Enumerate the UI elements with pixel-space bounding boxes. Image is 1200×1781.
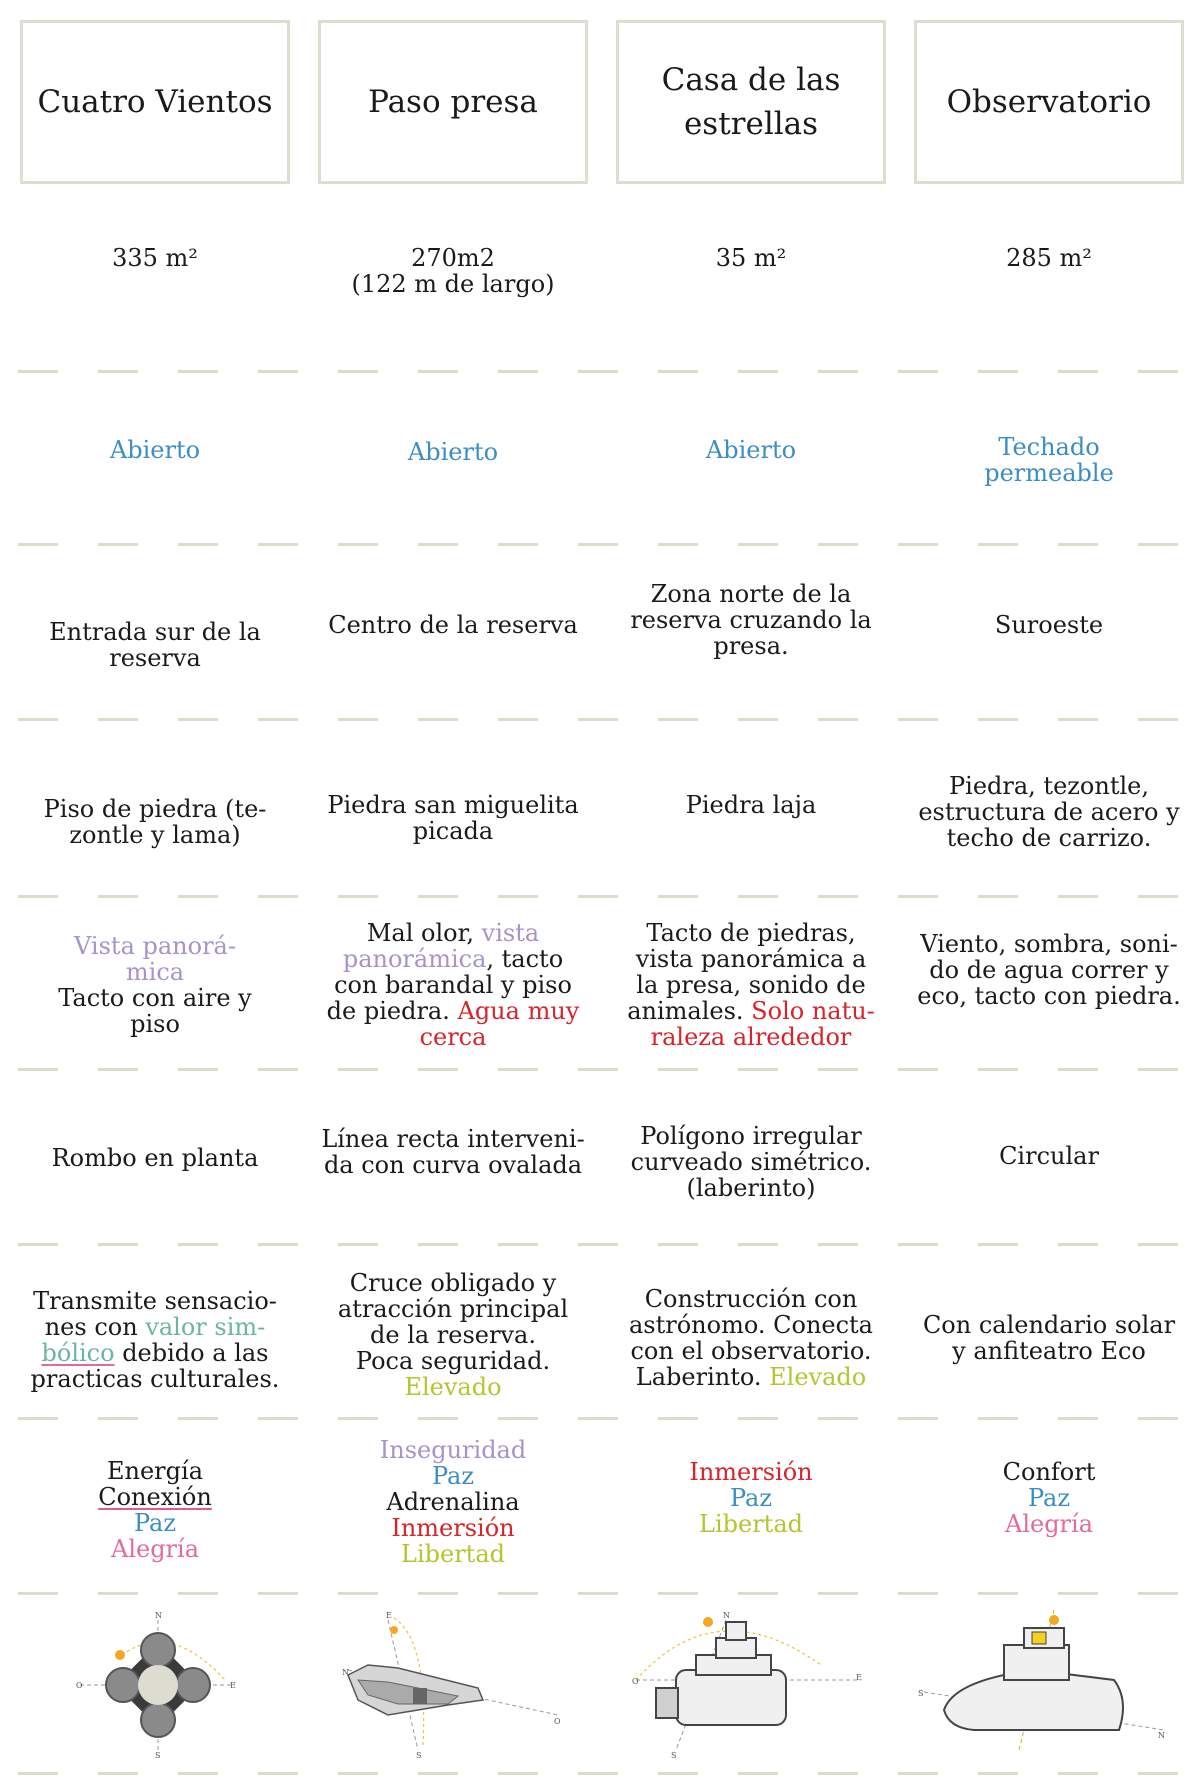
forma-text: Línea recta interveni-	[321, 1125, 585, 1153]
sentidos-text: do de agua correr y	[929, 956, 1169, 984]
compass-e-label: E	[856, 1673, 862, 1682]
compass-o-label: O	[554, 1717, 561, 1726]
sentidos-text: mica	[125, 958, 185, 986]
material-text: Piedra san miguelita	[327, 791, 579, 819]
ubicacion-text: reserva cruzando la	[630, 606, 872, 634]
ubicacion-text: Entrada sur de la	[49, 618, 261, 646]
material-cell-2	[308, 778, 598, 858]
material-cell-4	[904, 772, 1194, 852]
forma-text: (laberinto)	[686, 1174, 816, 1202]
header-label: Cuatro Vientos	[37, 84, 273, 120]
emocion-text: Energía	[107, 1457, 203, 1485]
cubierta-cell-3	[606, 420, 896, 480]
emocion-text: Conexión	[98, 1483, 212, 1511]
significado-text: Elevado	[769, 1363, 867, 1391]
material-cell-1	[10, 782, 300, 862]
significado-text: debido a las	[114, 1339, 269, 1367]
sentidos-line	[367, 920, 539, 946]
row-divider	[0, 1772, 1200, 1775]
row-divider	[0, 370, 1200, 373]
emocion-text: Inmersión	[689, 1458, 813, 1486]
compass-s-label: S	[918, 1689, 924, 1698]
row-divider	[0, 718, 1200, 721]
sentidos-text: eco, tacto con piedra.	[917, 982, 1181, 1010]
emocion-text: Alegría	[110, 1535, 200, 1563]
sentidos-text: Tacto con aire y	[58, 984, 252, 1012]
emocion-text: Confort	[1002, 1458, 1096, 1486]
ubicacion-cell-1	[10, 605, 300, 685]
material-text: Piedra laja	[685, 791, 817, 819]
forma-cell-4	[904, 1116, 1194, 1196]
compass-o-label: O	[632, 1677, 639, 1686]
significado-text: Poca seguridad.	[355, 1347, 551, 1375]
compass-o-label: O	[76, 1681, 83, 1690]
sentidos-cell-4	[904, 930, 1194, 1010]
emocion-text: Inseguridad	[379, 1436, 527, 1464]
significado-cell-3	[606, 1268, 896, 1408]
area-text: 270m2	[411, 244, 495, 272]
material-text: Piso de piedra (te-	[43, 795, 267, 823]
significado-text: con el observatorio.	[630, 1337, 872, 1365]
significado-text: Transmite sensacio-	[33, 1287, 277, 1315]
header-label: Casa de las estrellas	[661, 62, 841, 142]
ubicacion-text: presa.	[713, 632, 789, 660]
significado-text: atracción principal	[337, 1295, 569, 1323]
emociones-cell-4	[904, 1448, 1194, 1548]
emocion-text: Libertad	[401, 1540, 505, 1568]
compass-n-label: N	[1158, 1731, 1165, 1740]
compass-n-label: N	[155, 1611, 162, 1620]
sentidos-text: Mal olor,	[366, 919, 482, 947]
ubicacion-text: Zona norte de la	[650, 580, 852, 608]
significado-text: valor sim-	[145, 1313, 266, 1341]
significado-text: Construcción con	[644, 1285, 858, 1313]
row-divider	[0, 1068, 1200, 1071]
forma-cell-1	[10, 1118, 300, 1198]
sentidos-cell-2	[308, 920, 598, 1050]
significado-cell-4	[904, 1298, 1194, 1378]
area-cell-2	[308, 245, 598, 305]
compass-n-label: N	[723, 1611, 730, 1620]
cubierta-text: Abierto	[407, 438, 499, 466]
header-cuatro-vientos	[20, 20, 290, 184]
header-observatorio	[914, 20, 1184, 184]
cubierta-cell-1	[10, 420, 300, 480]
forma-text: Circular	[999, 1142, 1099, 1170]
sentidos-text: Vista panorá-	[74, 932, 236, 960]
cuatro-vientos-diagram	[20, 1600, 290, 1760]
significado-text: practicas culturales.	[30, 1365, 280, 1393]
header-casa-estrellas	[616, 20, 886, 184]
area-text: 35 m²	[715, 244, 787, 272]
ubicacion-cell-3	[606, 580, 896, 660]
row-divider	[0, 1243, 1200, 1246]
material-cell-3	[606, 765, 896, 845]
significado-line	[636, 1364, 866, 1390]
cubierta-text: Abierto	[109, 436, 201, 464]
cubierta-cell-4	[904, 430, 1194, 490]
sentidos-text: con barandal y piso	[334, 971, 572, 999]
material-text: Piedra, tezontle,	[949, 772, 1149, 800]
sentidos-text: Agua muy	[457, 997, 580, 1025]
significado-text: de la reserva.	[370, 1321, 536, 1349]
significado-text: Con calendario solar	[922, 1311, 1176, 1339]
sentidos-text: cerca	[419, 1023, 487, 1051]
emocion-text: Paz	[1027, 1484, 1071, 1512]
sentidos-line	[343, 946, 563, 972]
sentidos-text: panorámica	[342, 945, 487, 973]
area-text: 335 m²	[112, 244, 198, 272]
significado-text: Laberinto.	[635, 1363, 770, 1391]
sentidos-text: la presa, sonido de	[636, 971, 866, 999]
forma-text: Rombo en planta	[51, 1144, 259, 1172]
emociones-cell-3	[606, 1448, 896, 1548]
material-text: techo de carrizo.	[946, 824, 1152, 852]
sentidos-text: vista	[481, 919, 540, 947]
emocion-text: Alegría	[1004, 1510, 1094, 1538]
significado-text: astrónomo. Conecta	[628, 1311, 873, 1339]
header-label: Observatorio	[946, 84, 1152, 120]
forma-text: Polígono irregular	[640, 1122, 862, 1150]
emocion-text: Adrenalina	[386, 1488, 520, 1516]
significado-line	[42, 1340, 269, 1366]
sentidos-text: , tacto	[486, 945, 564, 973]
sentidos-text: animales.	[627, 997, 752, 1025]
sentidos-text: de piedra.	[326, 997, 458, 1025]
material-text: estructura de acero y	[918, 798, 1180, 826]
sentidos-cell-3	[606, 920, 896, 1050]
ubicacion-text: Suroeste	[994, 611, 1104, 639]
emocion-text: Paz	[729, 1484, 773, 1512]
ubicacion-text: Centro de la reserva	[328, 611, 578, 639]
row-divider	[0, 895, 1200, 898]
sentidos-text: raleza alrededor	[650, 1023, 852, 1051]
header-paso-presa	[318, 20, 588, 184]
emociones-cell-2	[308, 1432, 598, 1572]
sentidos-line	[327, 998, 580, 1024]
sentidos-text: Tacto de piedras,	[646, 919, 856, 947]
significado-text: Cruce obligado y	[349, 1269, 557, 1297]
casa-estrellas-diagram	[616, 1600, 886, 1760]
emocion-text: Inmersión	[391, 1514, 515, 1542]
forma-cell-3	[606, 1122, 896, 1202]
compass-e-label: E	[230, 1681, 236, 1690]
significado-cell-1	[10, 1270, 300, 1410]
cubierta-text: Techado	[998, 433, 1100, 461]
ubicacion-cell-2	[308, 585, 598, 665]
compass-s-label: S	[671, 1751, 677, 1760]
sentidos-line	[627, 998, 875, 1024]
sentidos-text: Viento, sombra, soni-	[920, 930, 1178, 958]
row-divider	[0, 1417, 1200, 1420]
significado-text: y anfiteatro Eco	[952, 1337, 1146, 1365]
compass-s-label: S	[155, 1751, 161, 1760]
sentidos-cell-1	[10, 925, 300, 1045]
emocion-text: Paz	[133, 1509, 177, 1537]
significado-cell-2	[308, 1265, 598, 1405]
material-text: picada	[412, 817, 494, 845]
forma-text: curveado simétrico.	[630, 1148, 872, 1176]
compass-n-label: N	[342, 1668, 349, 1677]
row-divider	[0, 543, 1200, 546]
significado-text: Elevado	[404, 1373, 502, 1401]
forma-text: da con curva ovalada	[323, 1151, 583, 1179]
observatorio-diagram	[914, 1600, 1184, 1760]
ubicacion-cell-4	[904, 585, 1194, 665]
significado-text: nes con	[44, 1313, 146, 1341]
compass-s-label: S	[416, 1751, 422, 1760]
emocion-text: Paz	[431, 1462, 475, 1490]
area-cell-1	[10, 245, 300, 305]
cubierta-text: Abierto	[705, 436, 797, 464]
cubierta-text: permeable	[984, 459, 1114, 487]
sentidos-text: piso	[130, 1010, 180, 1038]
area-cell-3	[606, 245, 896, 305]
row-divider	[0, 1592, 1200, 1595]
emociones-cell-1	[10, 1450, 300, 1570]
area-text: (122 m de largo)	[351, 270, 555, 298]
header-label: Paso presa	[368, 84, 538, 120]
cubierta-cell-2	[308, 422, 598, 482]
forma-cell-2	[308, 1112, 598, 1192]
area-cell-4	[904, 245, 1194, 305]
significado-line	[45, 1314, 266, 1340]
material-text: zontle y lama)	[69, 821, 241, 849]
emocion-text: Libertad	[699, 1510, 803, 1538]
sentidos-text: vista panorámica a	[635, 945, 867, 973]
paso-presa-diagram	[318, 1600, 588, 1760]
sentidos-text: Solo natu-	[751, 997, 875, 1025]
compass-e-label: E	[386, 1611, 392, 1620]
ubicacion-text: reserva	[109, 644, 201, 672]
area-text: 285 m²	[1006, 244, 1092, 272]
significado-text: bólico	[41, 1339, 115, 1367]
